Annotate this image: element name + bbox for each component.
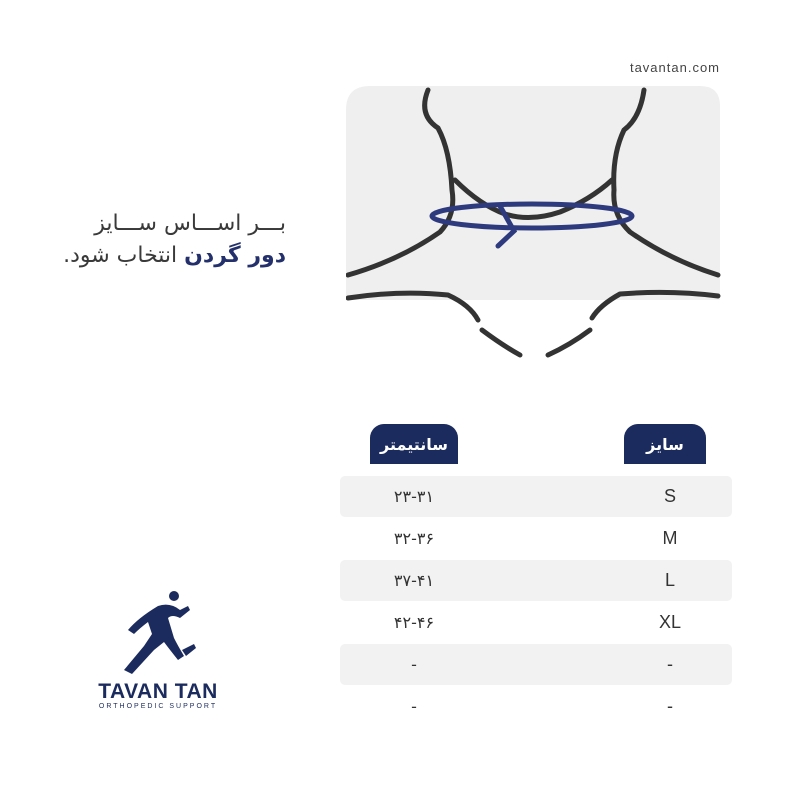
table-row — [340, 602, 732, 643]
table-row — [340, 560, 732, 601]
collarbone-right — [548, 330, 590, 355]
size-cell: M — [662, 528, 678, 548]
runner-icon — [118, 588, 198, 678]
brand-name: TAVAN TAN — [98, 680, 218, 703]
instruction-rest: انتخاب شود. — [63, 243, 185, 268]
instruction-line-1: بـــر اســـاس ســـایز — [94, 211, 286, 236]
neck-measurement-illustration — [346, 86, 722, 360]
table-row — [340, 476, 732, 517]
size-cell: - — [667, 696, 673, 716]
brand-tagline: ORTHOPEDIC SUPPORT — [98, 703, 218, 710]
centimeter-column-header: سانتیمتر — [370, 424, 458, 464]
size-column-header: سایز — [624, 424, 706, 464]
table-row — [340, 518, 732, 559]
instruction-line-2 — [20, 240, 286, 272]
range-cell: ۳۷-۴۱ — [393, 571, 435, 590]
range-cell: ۲۳-۳۱ — [393, 487, 435, 506]
table-row — [340, 686, 732, 727]
illustration-background — [346, 86, 720, 300]
size-instruction — [20, 208, 286, 272]
collarbone-left — [482, 330, 520, 355]
range-cell: ۴۲-۴۶ — [393, 613, 435, 632]
size-cell: L — [664, 570, 675, 590]
instruction-highlight: دور گردن — [184, 243, 286, 268]
site-url: tavantan.com — [629, 60, 720, 75]
table-row — [340, 644, 732, 685]
range-cell: ۳۲-۳۶ — [393, 529, 435, 548]
size-cell: S — [663, 486, 676, 506]
size-cell: XL — [658, 612, 682, 632]
range-cell: - — [411, 697, 417, 716]
range-cell: - — [411, 655, 417, 674]
size-cell: - — [667, 654, 673, 674]
